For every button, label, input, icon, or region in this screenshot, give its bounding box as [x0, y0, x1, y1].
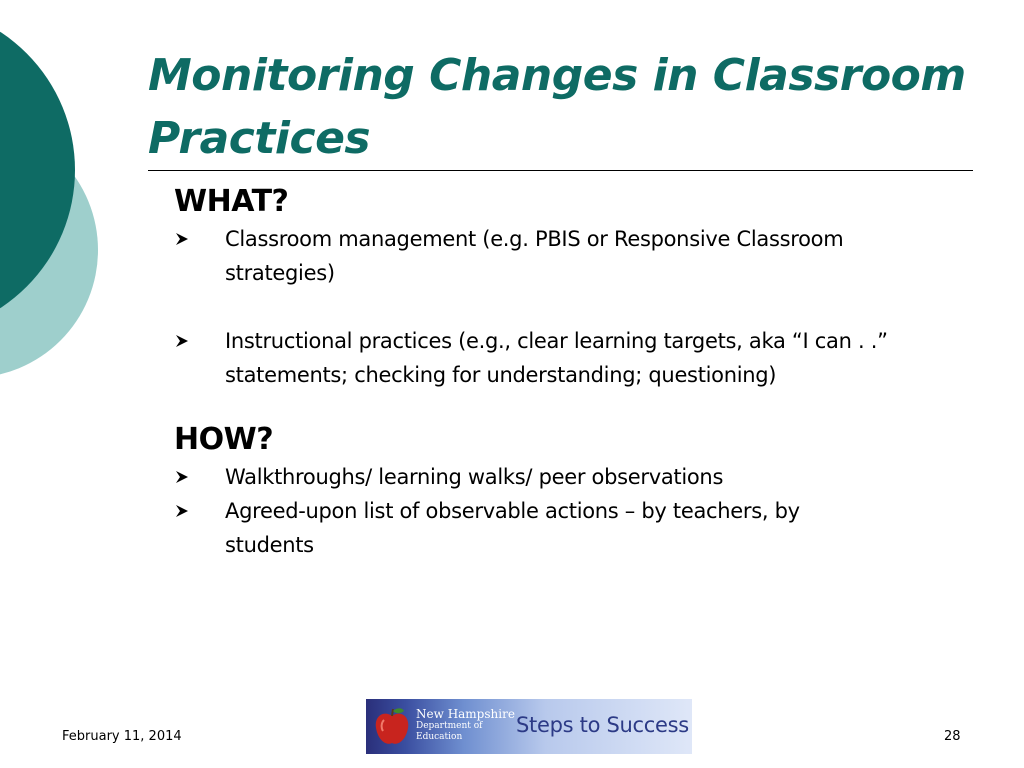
logo-org-line2: Department of [416, 721, 483, 731]
arrow-bullet-icon [175, 232, 189, 246]
slide-title: Monitoring Changes in Classroom Practices [148, 50, 966, 164]
list-item-text: Agreed-upon list of observable actions – by teachers, by students [225, 499, 800, 557]
title-divider [148, 170, 973, 171]
list-item [174, 324, 894, 392]
list-item-text: Instructional practices (e.g., clear learning targets, aka “I can . .” statements; checking for understanding; questioning) [225, 329, 888, 387]
list-item [174, 222, 894, 290]
logo-org-line1: New Hampshire [416, 707, 515, 721]
list-item-text: Classroom management (e.g. PBIS or Responsive Classroom strategies) [225, 227, 844, 285]
page-number: 28 [944, 729, 961, 744]
section-heading-how: HOW? [174, 422, 274, 457]
footer-date: February 11, 2014 [62, 729, 182, 744]
what-list [174, 222, 894, 392]
nh-doe-logo [366, 699, 692, 754]
list-item [174, 460, 894, 494]
how-list [174, 460, 894, 562]
arrow-bullet-icon [175, 504, 189, 518]
list-item [174, 494, 894, 562]
arrow-bullet-icon [175, 470, 189, 484]
apple-icon [372, 706, 412, 748]
decorative-circles [0, 0, 110, 420]
logo-org-name [416, 707, 526, 743]
list-item-text: Walkthroughs/ learning walks/ peer observations [225, 465, 724, 489]
arrow-bullet-icon [175, 334, 189, 348]
logo-tagline: Steps to Success [516, 713, 689, 737]
slide-body [174, 182, 894, 562]
section-heading-what: WHAT? [174, 184, 289, 219]
logo-org-line3: Education [416, 732, 463, 742]
